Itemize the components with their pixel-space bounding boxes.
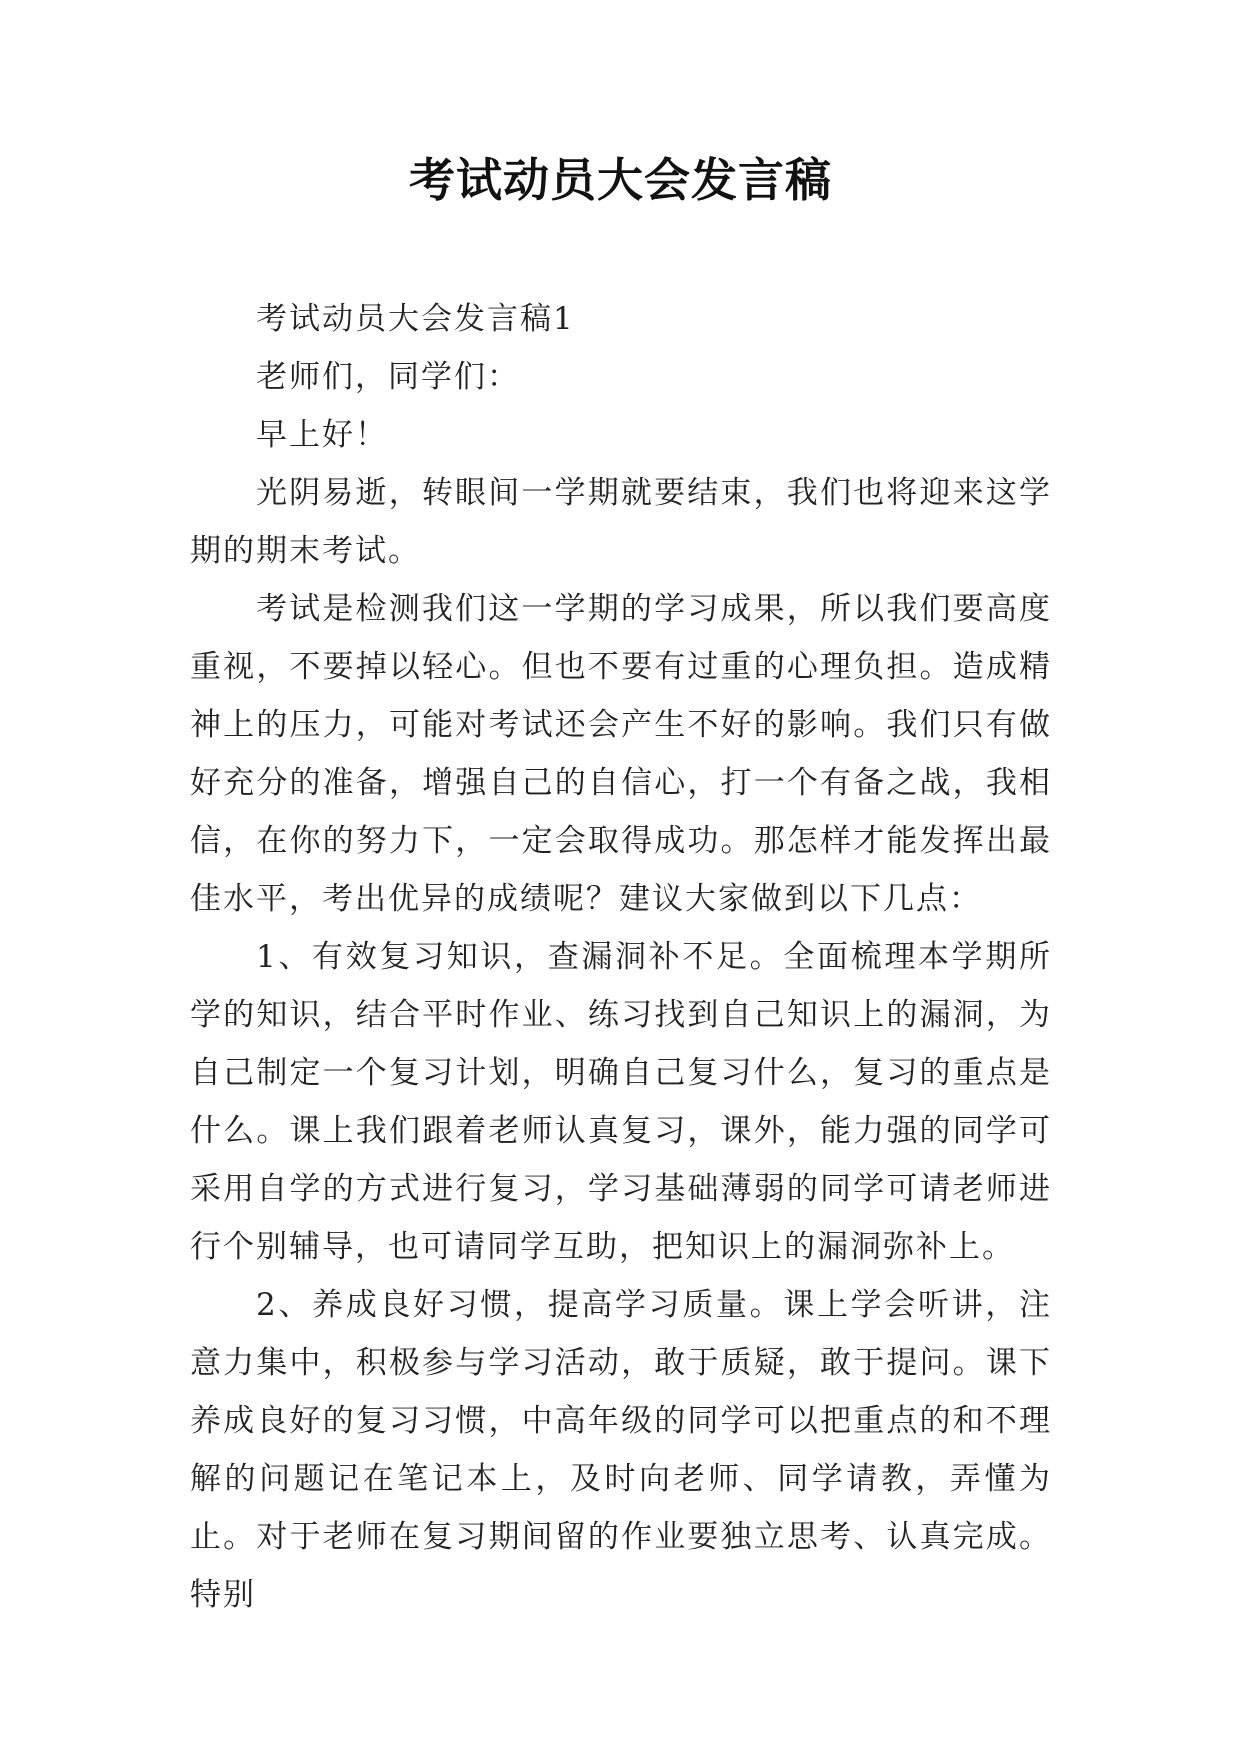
- paragraph-salutation: 老师们，同学们：: [256, 359, 520, 395]
- paragraph-greeting: 早上好！: [256, 417, 388, 453]
- paragraph-exam-importance: 考试是检测我们这一学期的学习成果，所以我们要高度重视，不要掉以轻心。但也不要有过重的心理负担。造成精神上的压力，可能对考试还会产生不好的影响。我们只有做好充分的准备，增强自己的自信心，打一个有备之战，我相信，在你的努力下，一定会取得成功。那怎样才能发挥出最佳水平，考出优异的成绩呢？建议大家做到以下几点：: [190, 591, 1052, 917]
- document-body: [190, 290, 1052, 1624]
- paragraph-intro: 光阴易逝，转眼间一学期就要结束，我们也将迎来这学期的期末考试。: [190, 475, 1052, 569]
- document-title: 考试动员大会发言稿: [409, 153, 832, 207]
- paragraph-point-1: 1、有效复习知识，查漏洞补不足。全面梳理本学期所学的知识，结合平时作业、练习找到自己知识上的漏洞，为自己制定一个复习计划，明确自己复习什么，复习的重点是什么。课上我们跟着老师认真复习，课外，能力强的同学可采用自学的方式进行复习，学习基础薄弱的同学可请老师进行个别辅导，也可请同学互助，把知识上的漏洞弥补上。: [190, 939, 1052, 1265]
- paragraph-heading: 考试动员大会发言稿1: [256, 301, 575, 337]
- paragraph-point-2: 2、养成良好习惯，提高学习质量。课上学会听讲，注意力集中，积极参与学习活动，敢于质疑，敢于提问。课下养成良好的复习习惯，中高年级的同学可以把重点的和不理解的问题记在笔记本上，及时向老师、同学请教，弄懂为止。对于老师在复习期间留的作业要独立思考、认真完成。特别: [190, 1287, 1052, 1613]
